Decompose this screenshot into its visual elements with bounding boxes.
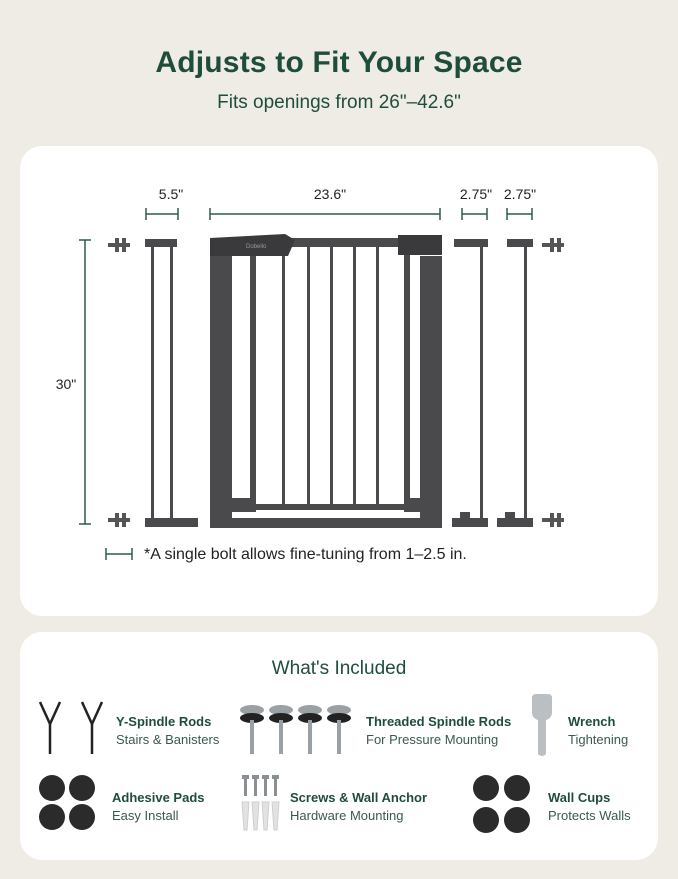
dim-label-2-75-a: 2.75" [459, 186, 493, 202]
item-desc: Protects Walls [548, 808, 631, 823]
dim-label-2-75-b: 2.75" [503, 186, 537, 202]
item-desc: Hardware Mounting [290, 808, 404, 823]
item-adhesive-pads [112, 790, 205, 823]
page-title: Adjusts to Fit Your Space [155, 46, 523, 79]
left-spindles [108, 238, 130, 527]
item-desc: For Pressure Mounting [366, 732, 499, 747]
item-name: Y-Spindle Rods [116, 714, 212, 729]
main-gate [210, 234, 442, 528]
right-spindles [542, 238, 564, 527]
item-name: Wall Cups [548, 790, 611, 805]
dim-label-30: 30" [55, 376, 77, 392]
item-wrench [568, 714, 628, 747]
dimension-card [20, 146, 658, 616]
dim-label-23-6: 23.6" [313, 186, 347, 202]
item-desc: Tightening [568, 732, 629, 747]
item-y-spindle [116, 714, 219, 747]
y-spindle-rods-icon [36, 698, 112, 758]
extension-2-75-b [497, 239, 533, 527]
threaded-spindle-rods-icon [238, 702, 356, 758]
extension-2-75-a [452, 239, 488, 527]
item-threaded-spindle [366, 714, 511, 747]
item-name: Threaded Spindle Rods [366, 714, 512, 729]
wrench-icon [530, 694, 554, 758]
dim-label-5-5: 5.5" [158, 186, 184, 202]
included-title: What's Included [271, 658, 407, 679]
screws-anchor-icon [238, 772, 288, 836]
wall-cups-icon [472, 774, 532, 836]
adhesive-pads-icon [38, 774, 98, 832]
extension-5-5 [145, 239, 198, 527]
item-name: Screws & Wall Anchor [290, 790, 428, 805]
fine-tune-note: *A single bolt allows fine-tuning from 1–2.5 in. [144, 546, 467, 563]
item-desc: Stairs & Banisters [116, 732, 220, 747]
item-desc: Easy Install [112, 808, 179, 823]
item-name: Wrench [568, 714, 616, 729]
item-wall-cups [548, 790, 631, 823]
included-card [20, 632, 658, 860]
page-subtitle: Fits openings from 26"–42.6" [217, 92, 461, 113]
item-name: Adhesive Pads [112, 790, 205, 805]
gate-brand-label: Dobello [246, 244, 267, 250]
item-screws [290, 790, 427, 823]
